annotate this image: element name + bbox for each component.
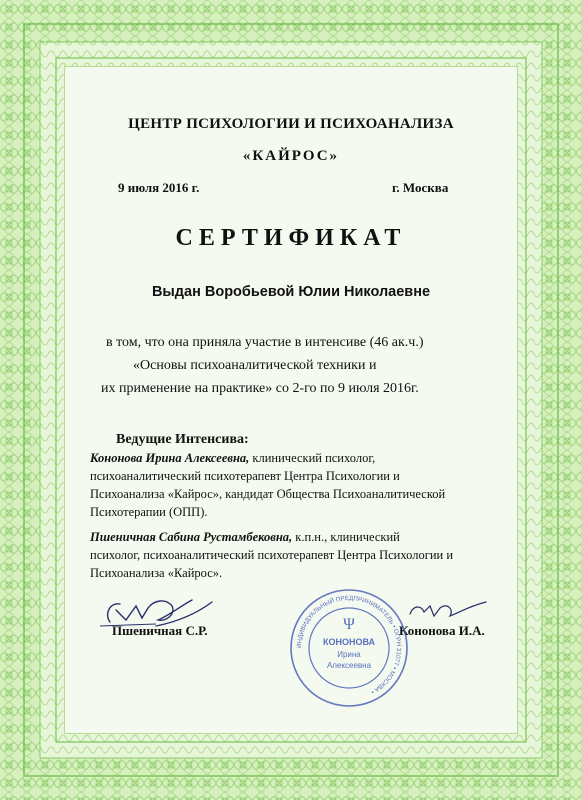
body-line-2: «Основы психоаналитической техники и	[133, 358, 377, 373]
leader1-line-1	[90, 451, 375, 466]
organization-name: ЦЕНТР ПСИХОЛОГИИ И ПСИХОАНАЛИЗА	[128, 116, 454, 132]
leader1-line-3: Психоанализа «Кайрос», кандидат Общества Психоаналитической	[90, 487, 446, 501]
issue-date: 9 июля 2016 г.	[118, 180, 200, 195]
leader1-name: Кононова Ирина Алексеевна,	[90, 451, 250, 465]
body-line-1: в том, что она приняла участие в интенсиве (46 ак.ч.)	[106, 335, 424, 350]
signature-right	[404, 596, 494, 626]
stamp-psi-symbol: Ψ	[343, 616, 355, 633]
signatory-left-name: Пшеничная С.Р.	[112, 623, 208, 638]
certificate-title: СЕРТИФИКАТ	[175, 225, 407, 251]
issue-city: г. Москва	[392, 180, 449, 195]
stamp-line-1: КОНОНОВА	[322, 637, 376, 647]
leader2-line-2: психолог, психоаналитический психотерапевт Центра Психологии и	[90, 548, 454, 562]
leader2-name: Пшеничная Сабина Рустамбековна,	[90, 530, 293, 544]
leader2-role: к.п.н., клинический	[292, 530, 400, 544]
organization-brand: «КАЙРОС»	[242, 148, 340, 164]
leader2-line-3: Психоанализа «Кайрос».	[90, 566, 223, 580]
leader1-line-2: психоаналитический психотерапевт Центра Психологии и	[90, 469, 400, 483]
recipient-line: Выдан Воробьевой Юлии Николаевне	[151, 284, 431, 300]
signatory-right-name: Кононова И.А.	[399, 623, 485, 638]
body-line-3: их применение на практике» со 2-го по 9 июля 2016г.	[101, 381, 419, 396]
leader1-line-4: Психотерапии (ОПП).	[90, 505, 208, 519]
leaders-heading: Ведущие Интенсива:	[116, 432, 249, 447]
leader2-line-1	[90, 530, 400, 545]
stamp-outer-text: ИНДИВИДУАЛЬНЫЙ ПРЕДПРИНИМАТЕЛЬ • ОГРН 31077 • МОСКВА •	[295, 594, 403, 696]
official-stamp	[288, 587, 410, 709]
stamp-line-2: Ирина	[337, 650, 361, 659]
leader1-role: клинический психолог,	[249, 451, 376, 465]
stamp-line-3: Алексеевна	[326, 661, 372, 670]
